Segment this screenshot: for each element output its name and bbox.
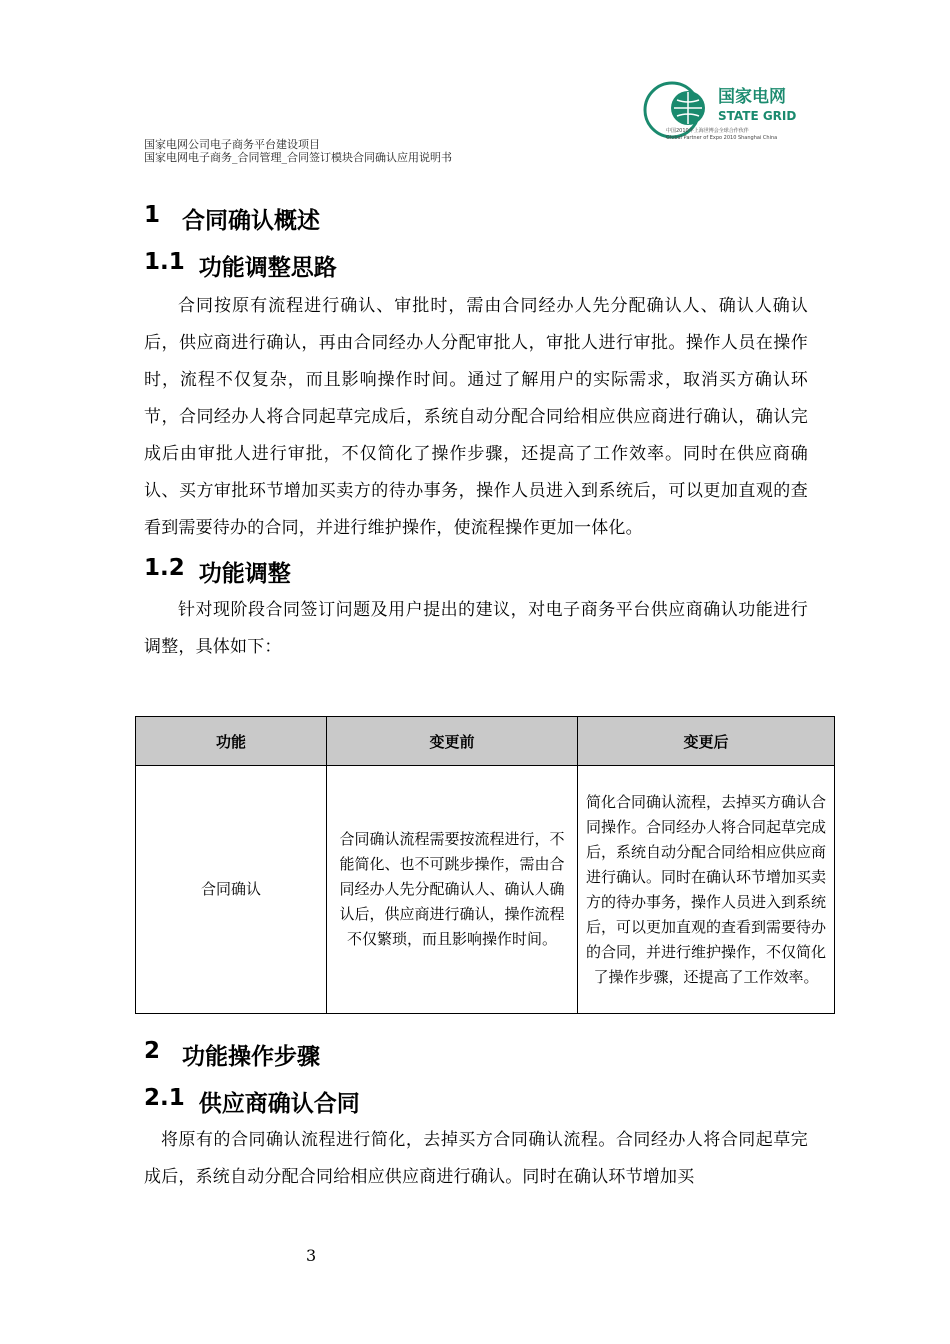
table-cell-after: 简化合同确认流程，去掉买方确认合同操作。合同经办人将合同起草完成后，系统自动分配合同给相应供应商进行确认。同时在确认环节增加买卖方的待办事务，操作人员进入到系统后，可以更加直观的查看到需要待办的合同，并进行维护操作，不仅简化了操作步骤，还提高了工作效率。 <box>578 766 835 1014</box>
page-number: 3 <box>306 1246 317 1265</box>
table-cell-before: 合同确认流程需要按流程进行，不能简化、也不可跳步操作，需由合同经办人先分配确认人、确认人确认后，供应商进行确认，操作流程不仅繁琐，而且影响操作时间。 <box>327 766 578 1014</box>
heading-2-1 <box>144 1085 808 1118</box>
heading-title: 功能操作步骤 <box>182 1044 321 1070</box>
paragraph-1-2: 针对现阶段合同签订问题及用户提出的建议，对电子商务平台供应商确认功能进行调整，具体如下： <box>144 600 808 657</box>
document-body-2 <box>144 1038 808 1196</box>
heading-number: 1 <box>144 202 161 228</box>
paragraph-2-1: 将原有的合同确认流程进行简化，去掉买方合同确认流程。合同经办人将合同起草完成后，系统自动分配合同给相应供应商进行确认。同时在确认环节增加买 <box>144 1130 808 1187</box>
heading-1 <box>144 202 808 235</box>
table-header-before: 变更前 <box>327 717 578 766</box>
logo-cn-text: 国家电网 <box>718 87 786 107</box>
heading-number: 1.2 <box>144 555 185 581</box>
heading-number: 2 <box>144 1038 161 1064</box>
table-cell-function: 合同确认 <box>136 766 327 1014</box>
document-body <box>144 202 808 666</box>
table-row <box>136 766 835 1014</box>
heading-title: 供应商确认合同 <box>198 1091 360 1117</box>
logo-partner-en: Global Partner of Expo 2010 Shanghai China <box>666 135 778 141</box>
heading-1-2 <box>144 555 808 588</box>
state-grid-logo <box>636 78 816 148</box>
logo-en-text: STATE GRID <box>718 109 797 123</box>
change-table <box>135 716 835 1014</box>
heading-title: 合同确认概述 <box>182 208 321 234</box>
table-header-function: 功能 <box>136 717 327 766</box>
heading-title: 功能调整思路 <box>198 255 337 281</box>
heading-2 <box>144 1038 808 1071</box>
heading-1-1 <box>144 249 808 282</box>
table-header-after: 变更后 <box>578 717 835 766</box>
logo-partner-cn: 中国2010年上海世博会全球合作伙伴 <box>666 128 749 134</box>
document-header <box>144 138 452 164</box>
header-project-name: 国家电网公司电子商务平台建设项目 <box>144 138 320 151</box>
heading-number: 2.1 <box>144 1085 185 1111</box>
heading-number: 1.1 <box>144 249 185 275</box>
header-document-name: 国家电网电子商务_合同管理_合同签订模块合同确认应用说明书 <box>144 151 452 164</box>
heading-title: 功能调整 <box>198 561 291 587</box>
paragraph-1-1: 合同按原有流程进行确认、审批时，需由合同经办人先分配确认人、确认人确认后，供应商进行确认，再由合同经办人分配审批人，审批人进行审批。操作人员在操作时，流程不仅复杂，而且影响操作时间。通过了解用户的实际需求，取消买方确认环节，合同经办人将合同起草完成后，系统自动分配合同给相应供应商进行确认，确认完成后由审批人进行审批，不仅简化了操作步骤，还提高了工作效率。同时在供应商确认、买方审批环节增加买卖方的待办事务，操作人员进入到系统后，可以更加直观的查看到需要待办的合同，并进行维护操作，使流程操作更加一体化。 <box>144 296 808 538</box>
table-header-row <box>136 717 835 766</box>
